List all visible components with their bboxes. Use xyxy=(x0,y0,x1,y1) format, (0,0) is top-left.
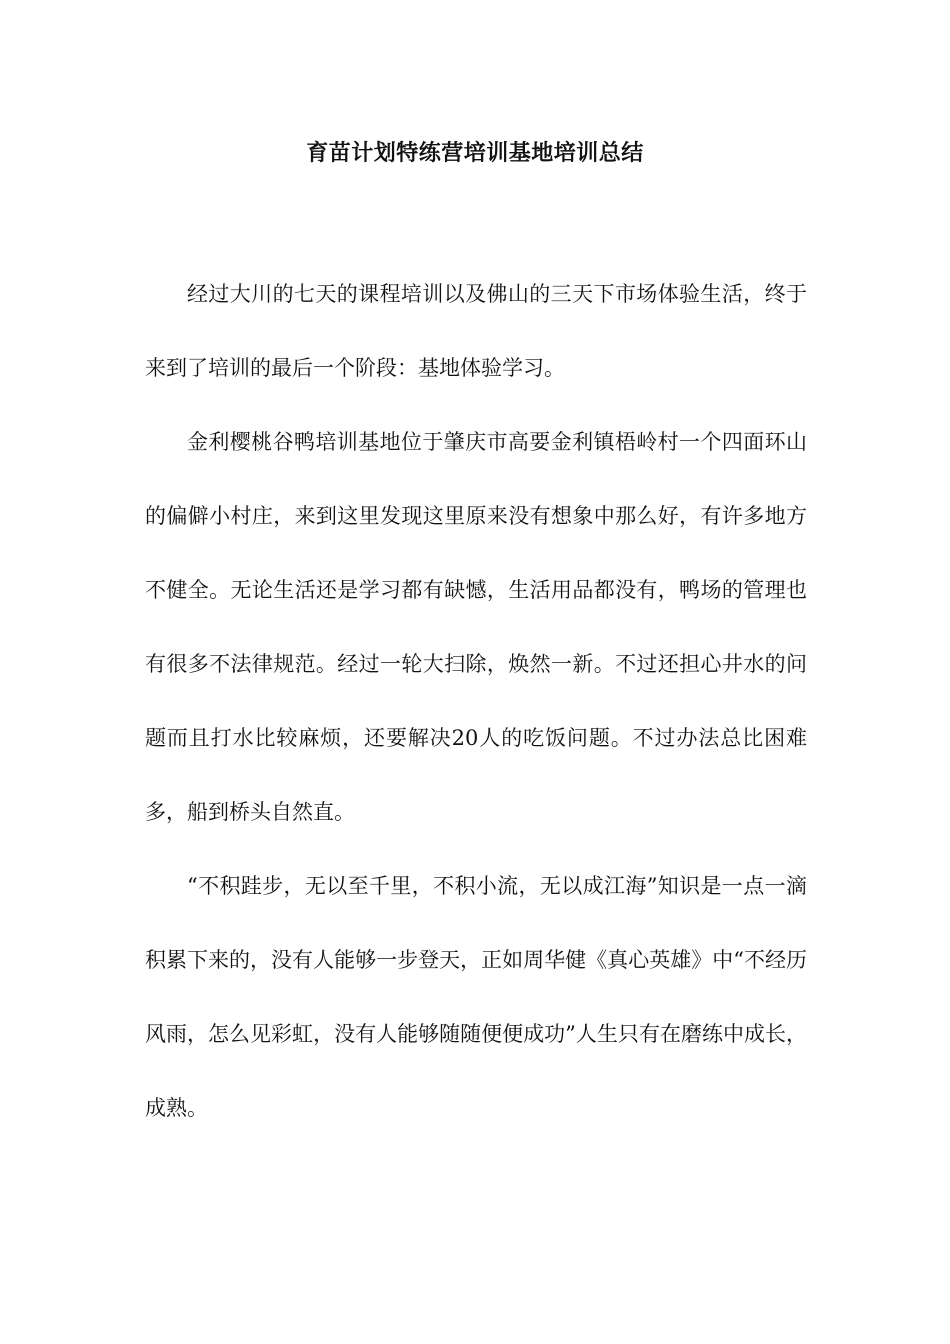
document-body xyxy=(145,257,807,1145)
document-title: 育苗计划特练营培训基地培训总结 xyxy=(306,140,644,166)
paragraph-3: “不积跬步，无以至千里，不积小流，无以成江海”知识是一点一滴积累下来的，没有人能够一步登天，正如周华健《真心英雄》中“不经历风雨，怎么见彩虹，没有人能够随随便便成功”人生只有在磨练中成长，成熟。 xyxy=(145,874,807,1120)
paragraph-2: 金利樱桃谷鸭培训基地位于肇庆市高要金利镇梧岭村一个四面环山的偏僻小村庄，来到这里发现这里原来没有想象中那么好，有许多地方不健全。无论生活还是学习都有缺憾，生活用品都没有，鸭场的管理也有很多不法律规范。经过一轮大扫除，焕然一新。不过还担心井水的问题而且打水比较麻烦，还要解决20人的吃饭问题。不过办法总比困难多，船到桥头自然直。 xyxy=(145,430,807,824)
paragraph-1: 经过大川的七天的课程培训以及佛山的三天下市场体验生活，终于来到了培训的最后一个阶段：基地体验学习。 xyxy=(145,282,807,380)
